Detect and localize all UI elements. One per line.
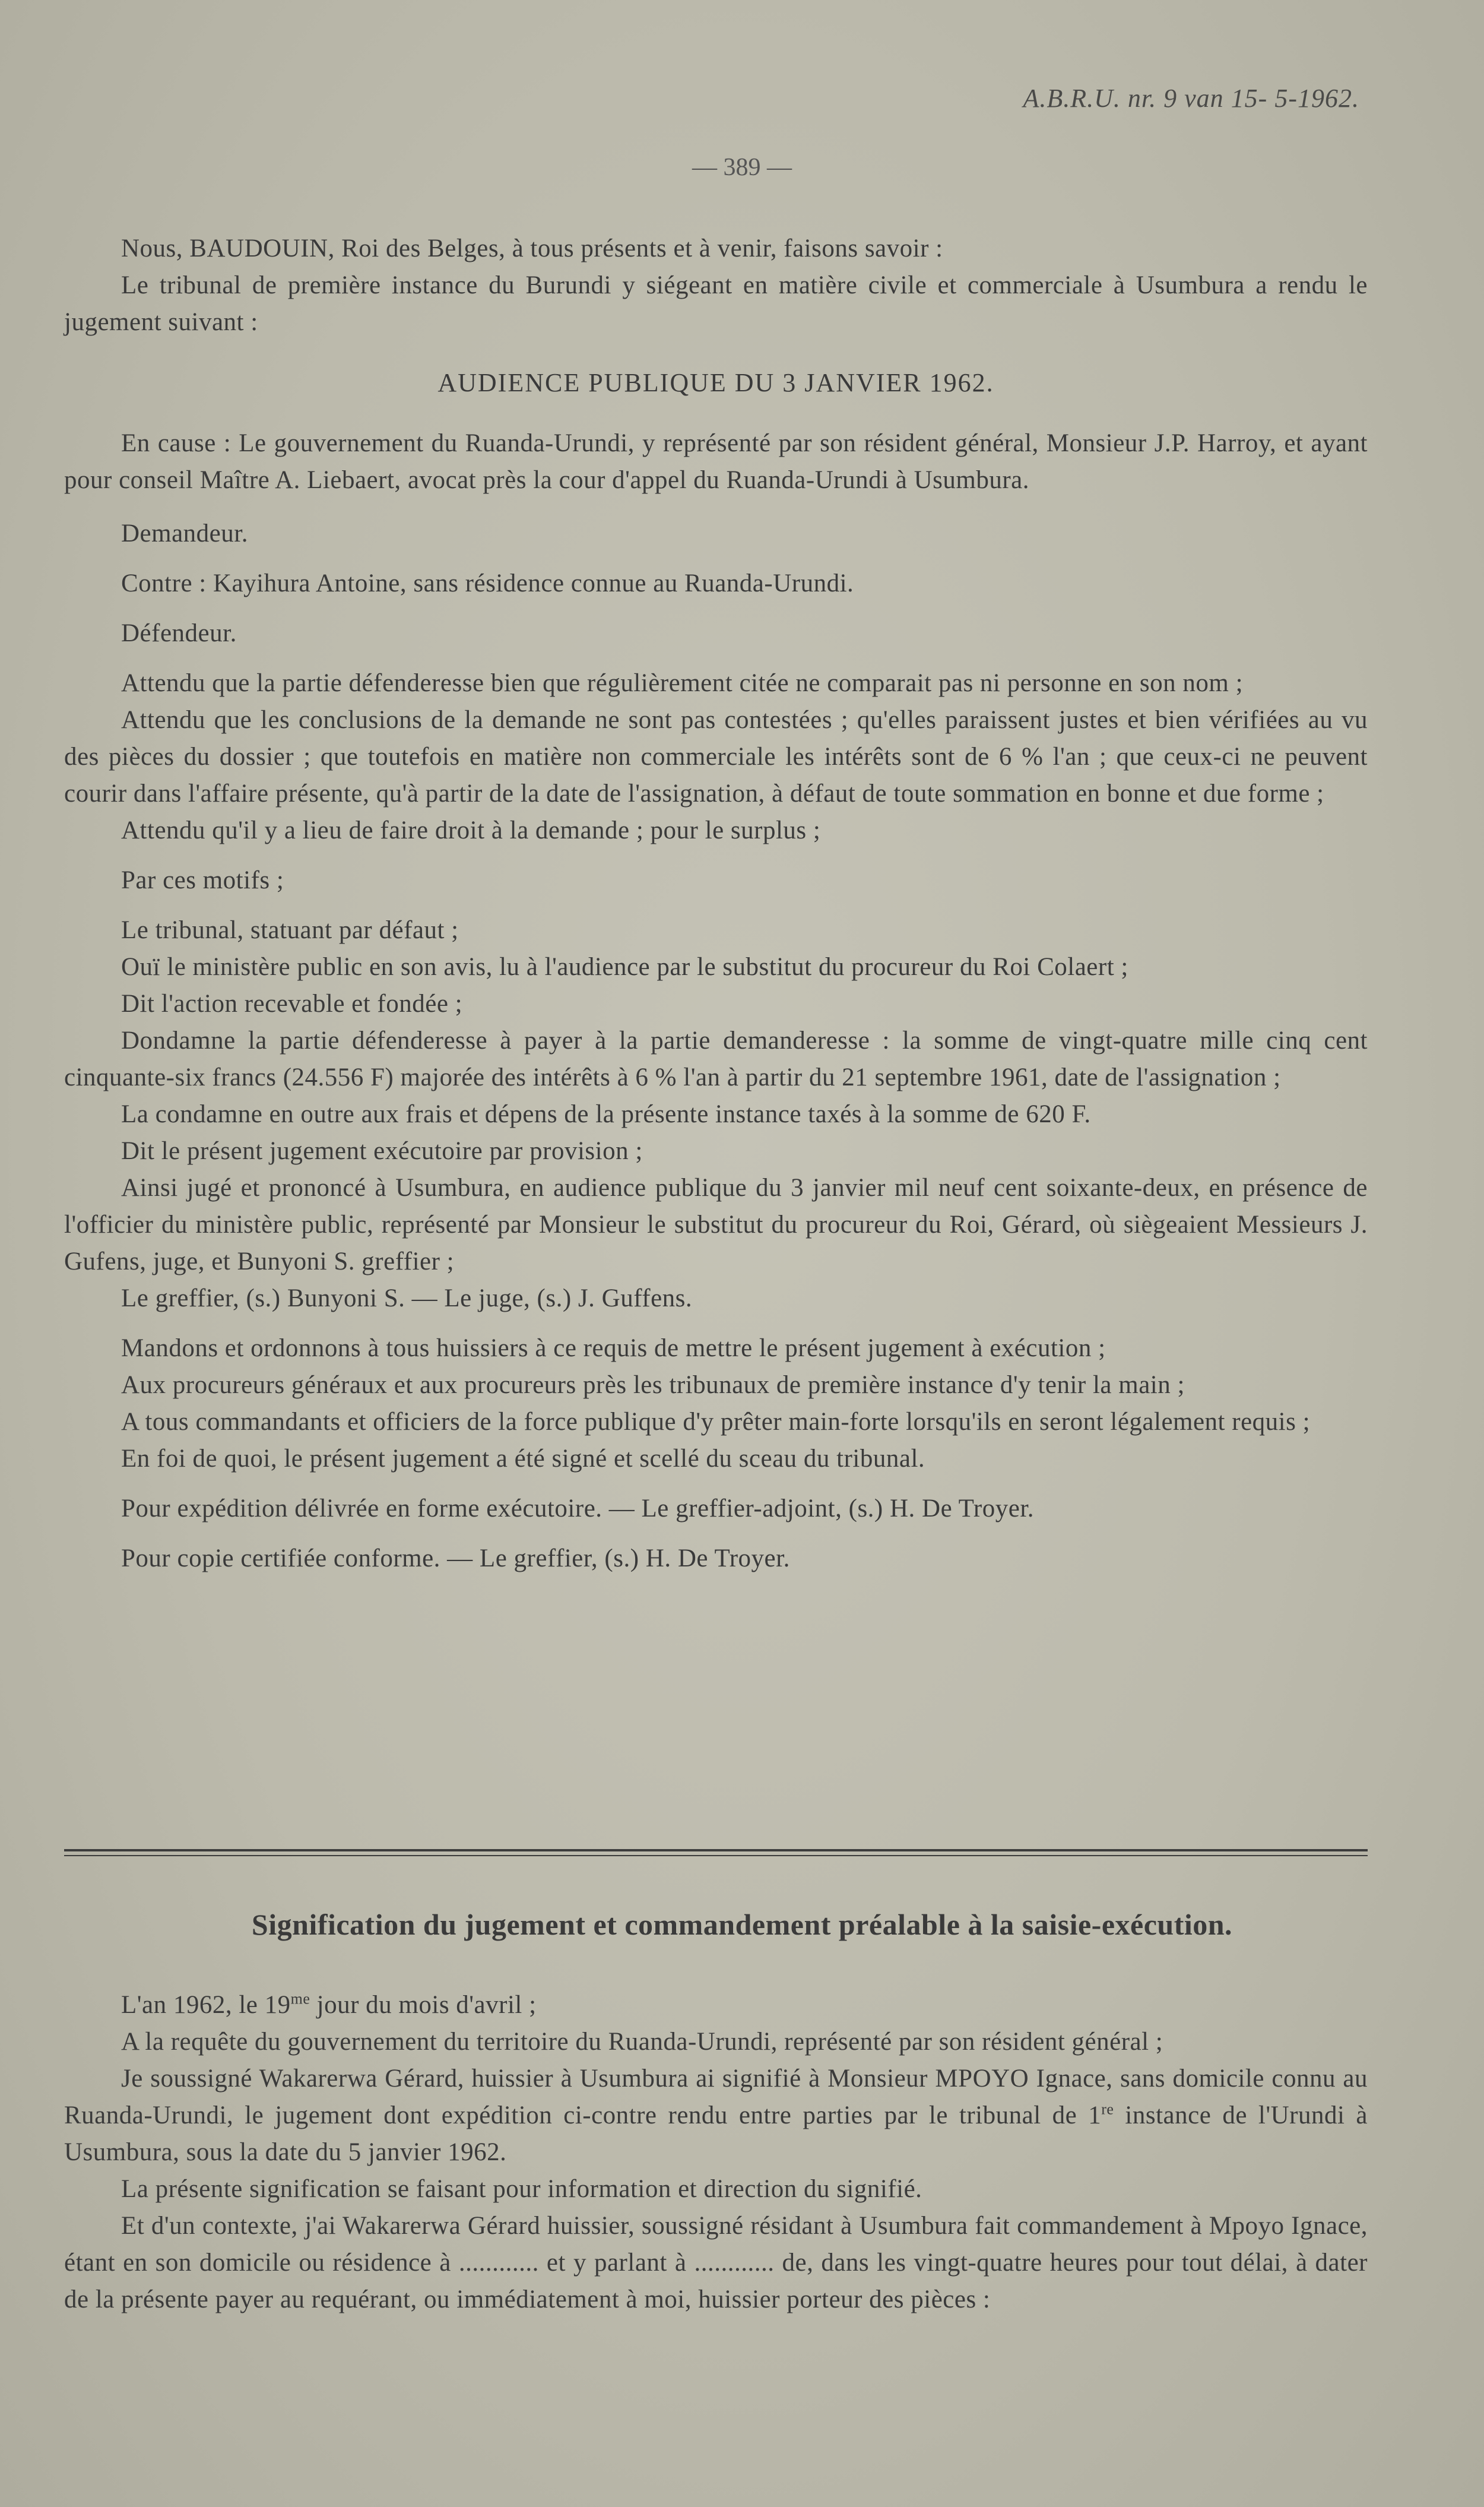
- paragraph: [64, 2060, 1368, 2171]
- date-text: L'an 1962, le 19: [121, 1991, 291, 2019]
- section-title: Signification du jugement et commandement préalable à la saisie-exécution.: [251, 1908, 1233, 1941]
- paragraph: Dondamne la partie défenderesse à payer à la partie demanderesse : la somme de vingt-quatre mille cinq cent cinquante-six francs (24.556 F) majorée des intérêts à 6 % l'an à partir du 21 septembre 1961, date de l'assignation ;: [64, 1027, 1368, 1091]
- paragraph: Attendu que les conclusions de la demande ne sont pas contestées ; qu'elles paraissent justes et bien vérifiées au vu des pièces du dossier ; que toutefois en matière non commerciale les intérêts sont de 6 % l'an ; que ceux-ci ne peuvent courir dans l'affaire présente, qu'à partir de la date de l'assignation, à défaut de toute sommation en bonne et due forme ;: [64, 706, 1368, 808]
- paragraph: Dit le présent jugement exécutoire par provision ;: [121, 1137, 643, 1165]
- paragraph: Mandons et ordonnons à tous huissiers à ce requis de mettre le présent jugement à exécution ;: [121, 1334, 1106, 1362]
- paragraph: A tous commandants et officiers de la force publique d'y prêter main-forte lorsqu'ils en seront légalement requis ;: [121, 1408, 1311, 1436]
- bulletin-reference: A.B.R.U. nr. 9 van 15- 5-1962.: [1023, 84, 1359, 113]
- paragraph: Dit l'action recevable et fondée ;: [121, 990, 463, 1018]
- plaintiff-label: Demandeur.: [121, 520, 248, 547]
- paragraph: Ouï le ministère public en son avis, lu à l'audience par le substitut du procureur du Roi Colaert ;: [121, 953, 1128, 981]
- paragraph: Le tribunal, statuant par défaut ;: [121, 916, 459, 944]
- paragraph: Pour copie certifiée conforme. — Le greffier, (s.) H. De Troyer.: [121, 1544, 790, 1572]
- signature-line: Le greffier, (s.) Bunyoni S. — Le juge, (s.) J. Guffens.: [121, 1284, 693, 1312]
- paragraph: A la requête du gouvernement du territoire du Ruanda-Urundi, représenté par son résident général ;: [121, 2028, 1163, 2056]
- parties-plaintiff: En cause : Le gouvernement du Ruanda-Urundi, y représenté par son résident général, Monsieur J.P. Harroy, et ayant pour conseil Maître A. Liebaert, avocat près la cour d'appel du Ruanda-Urundi à Usumbura.: [64, 429, 1368, 494]
- court-statement: Le tribunal de première instance du Burundi y siégeant en matière civile et commerciale à Usumbura a rendu le jugement suivant :: [64, 271, 1368, 336]
- paragraph: Ainsi jugé et prononcé à Usumbura, en audience publique du 3 janvier mil neuf cent soixante-deux, en présence de l'officier du ministère public, représenté par Monsieur le substitut du procureur du Roi, Gérard, où siègeaient Messieurs J. Gufens, juge, et Bunyoni S. greffier ;: [64, 1174, 1368, 1275]
- section-divider: [64, 1855, 1368, 1856]
- paragraph-text: instance de l'Urundi à Usumbura, sous la date du 5 janvier 1962.: [64, 2101, 1368, 2166]
- paragraph: Par ces motifs ;: [121, 866, 284, 894]
- judgment-text: [64, 230, 1368, 1577]
- paragraph-text: Je soussigné Wakarerwa Gérard, huissier à Usumbura ai signifié à Monsieur MPOYO Ignace, sans domicile connu au Ruanda-Urundi, le jugement dont expédition ci-contre rendu entre parties par le tribunal de 1: [64, 2065, 1368, 2129]
- signification-text: [64, 1987, 1368, 2318]
- section-divider: [64, 1849, 1368, 1851]
- paragraph: Aux procureurs généraux et aux procureurs près les tribunaux de première instance d'y tenir la main ;: [121, 1371, 1185, 1399]
- defendant-label: Défendeur.: [121, 619, 237, 647]
- paragraph: Pour expédition délivrée en forme exécutoire. — Le greffier-adjoint, (s.) H. De Troyer.: [121, 1495, 1035, 1522]
- paragraph: Attendu que la partie défenderesse bien que régulièrement citée ne comparait pas ni personne en son nom ;: [121, 669, 1244, 697]
- hearing-title: AUDIENCE PUBLIQUE DU 3 JANVIER 1962.: [437, 368, 994, 397]
- signification-date: [64, 1987, 1368, 2024]
- paragraph: Et d'un contexte, j'ai Wakarerwa Gérard huissier, soussigné résidant à Usumbura fait commandement à Mpoyo Ignace, étant en son domicile ou résidence à ............ et y parlant à ............ de, dans les vingt-quatre heures pour tout délai, à dater de la présente payer au requérant, ou immédiatement à moi, huissier porteur des pièces :: [64, 2212, 1368, 2313]
- paragraph: En foi de quoi, le présent jugement a été signé et scellé du sceau du tribunal.: [121, 1445, 925, 1473]
- paragraph: Attendu qu'il y a lieu de faire droit à la demande ; pour le surplus ;: [121, 816, 821, 844]
- page-number: — 389 —: [692, 154, 792, 181]
- royal-preamble: Nous, BAUDOUIN, Roi des Belges, à tous présents et à venir, faisons savoir :: [121, 235, 943, 262]
- parties-defendant: Contre : Kayihura Antoine, sans résidence connue au Ruanda-Urundi.: [121, 569, 854, 597]
- date-text: jour du mois d'avril ;: [310, 1991, 537, 2019]
- paragraph: La condamne en outre aux frais et dépens de la présente instance taxés à la somme de 620 F.: [121, 1100, 1091, 1128]
- paragraph: La présente signification se faisant pour information et direction du signifié.: [121, 2175, 922, 2203]
- ordinal-suffix: me: [290, 1990, 310, 2008]
- ordinal-suffix: re: [1101, 2100, 1114, 2118]
